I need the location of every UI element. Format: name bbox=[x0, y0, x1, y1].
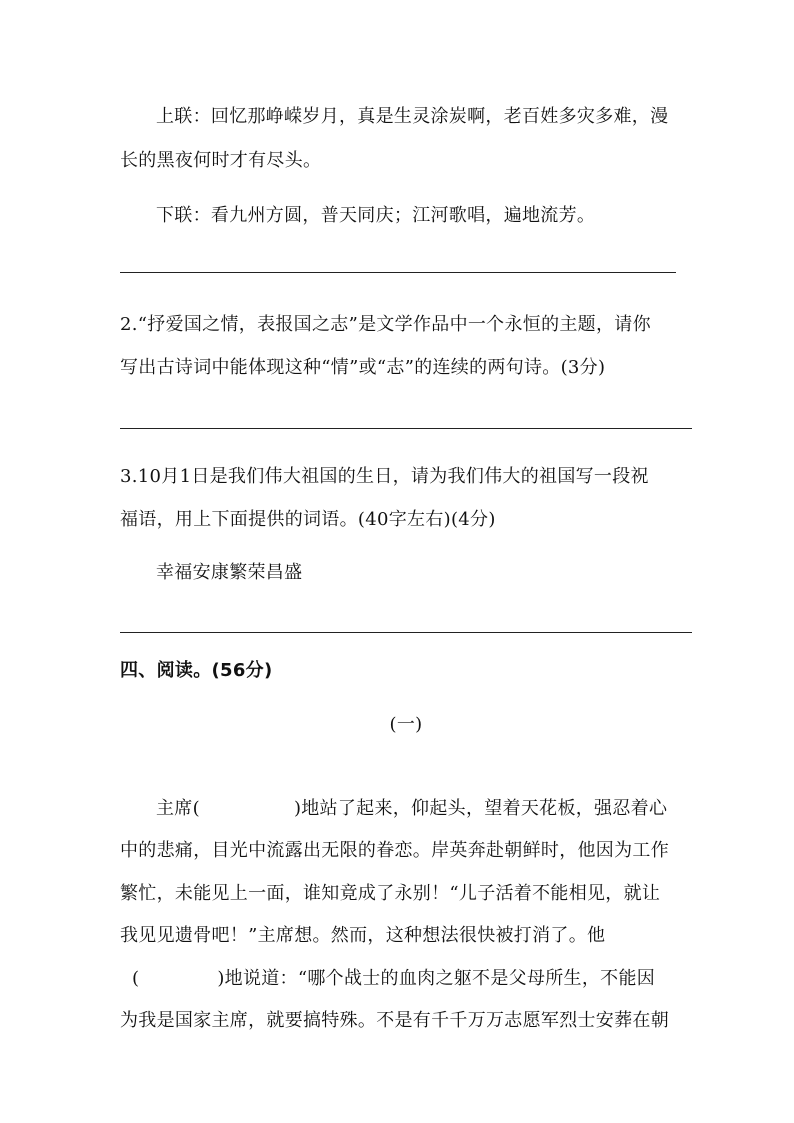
passage-line-1-start: 主席( bbox=[156, 798, 200, 819]
passage-line-3: 繁忙，未能见上一面，谁知竟成了永别！“儿子活着不能相见，就让 bbox=[120, 883, 661, 904]
passage-line-5-start: ( bbox=[132, 968, 140, 989]
passage-line-5-end: )地说道：“哪个战士的血肉之躯不是父母所生，不能因 bbox=[217, 968, 656, 989]
couplet-upper-line-2: 长的黑夜何时才有尽头。 bbox=[120, 150, 322, 171]
section-4-subtitle: (一) bbox=[389, 714, 423, 735]
answer-line-1[interactable] bbox=[120, 272, 676, 273]
passage-line-6: 为我是国家主席，就要搞特殊。不是有千千万万志愿军烈士安葬在朝 bbox=[120, 1010, 669, 1031]
passage-line-1-end: )地站了起来，仰起头，望着天花板，强忍着心 bbox=[293, 798, 668, 819]
passage-line-1 bbox=[156, 798, 692, 820]
passage-line-5 bbox=[132, 968, 704, 990]
passage-line-4: 我见见遗骨吧！”主席想。然而，这种想法很快被打消了。他 bbox=[120, 925, 606, 946]
answer-line-2[interactable] bbox=[120, 428, 692, 429]
question-3-words: 幸福安康繁荣昌盛 bbox=[156, 562, 303, 583]
answer-line-3[interactable] bbox=[120, 632, 692, 633]
passage-line-2: 中的悲痛，目光中流露出无限的眷恋。岸英奔赴朝鲜时，他因为工作 bbox=[120, 840, 669, 861]
question-3-line-2: 福语，用上下面提供的词语。(40字左右)(4分) bbox=[120, 509, 496, 530]
question-2-line-1: 2.“抒爱国之情，表报国之志”是文学作品中一个永恒的主题，请你 bbox=[120, 314, 651, 335]
couplet-upper-line-1: 上联：回忆那峥嵘岁月，真是生灵涂炭啊，老百姓多灾多难，漫 bbox=[156, 106, 669, 127]
question-2-line-2: 写出古诗词中能体现这种“情”或“志”的连续的两句诗。(3分) bbox=[120, 357, 606, 378]
couplet-lower-line: 下联：看九州方圆，普天同庆；江河歌唱，遍地流芳。 bbox=[156, 205, 596, 226]
question-3-line-1: 3.10月1日是我们伟大祖国的生日，请为我们伟大的祖国写一段祝 bbox=[120, 466, 649, 487]
section-4-title: 四、阅读。(56分) bbox=[120, 660, 273, 681]
